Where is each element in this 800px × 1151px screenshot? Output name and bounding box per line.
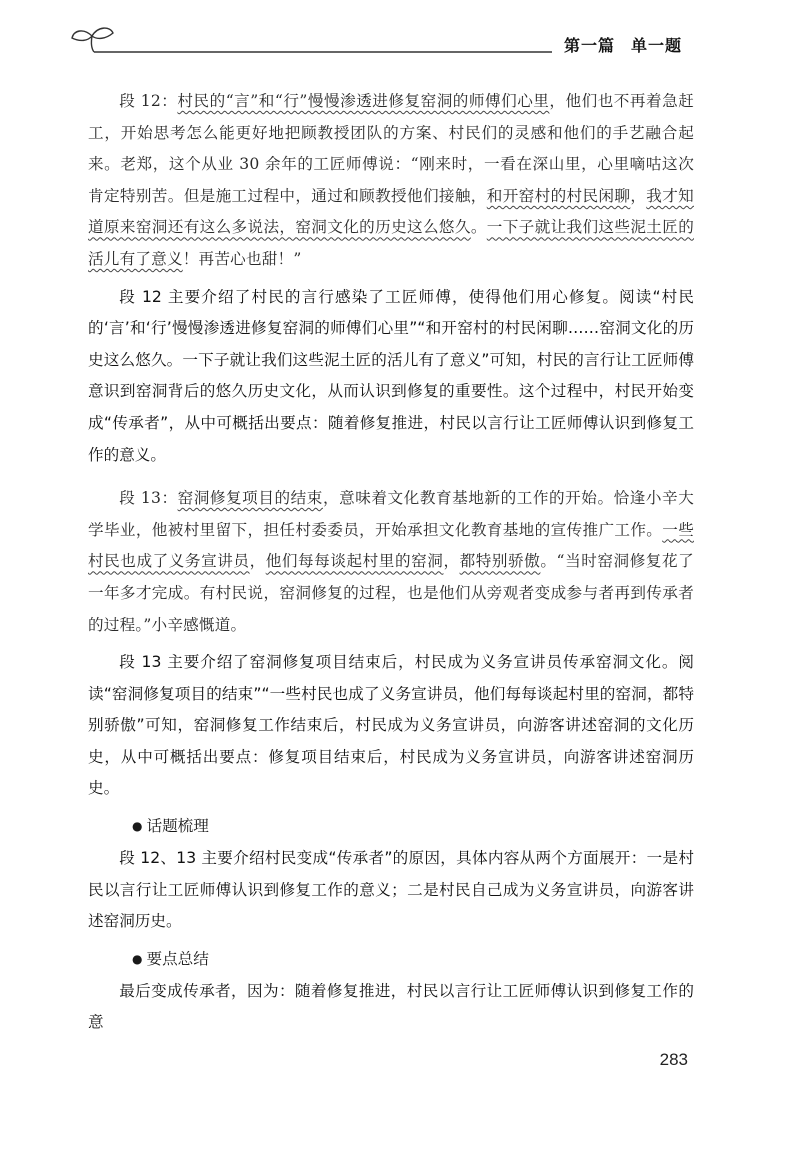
- chapter-title: [564, 33, 682, 56]
- quote-text: ，: [249, 552, 266, 571]
- heading-text: 话题梳理: [146, 817, 209, 836]
- page-header: [0, 0, 800, 70]
- topic-summary-paragraph: 段 12、13 主要介绍村民变成“传承者”的原因，具体内容从两个方面展开：一是村民以言行让工匠师傅认识到修复工作的意义；二是村民自己成为义务宣讲员，向游客讲述窑洞历史。: [88, 849, 694, 931]
- heading-text: 要点总结: [146, 949, 209, 968]
- analysis-paragraph-13: 段 13 主要介绍了窑洞修复项目结束后，村民成为义务宣讲员传承窑洞文化。阅读“窑洞修复项目的结束”“一些村民也成了义务宣讲员，他们每每谈起村里的窑洞，都特别骄傲”可知，窑洞修复工作结束后，村民成为义务宣讲员，向游客讲述窑洞的文化历史，从中可概括出要点：修复项目结束后，村民成为义务宣讲员，向游客讲述窑洞历史。: [88, 653, 694, 798]
- quote-text: 。“当时窑洞修复花了一年多才完成。有村民说，窑洞修复的过程，也是他们从旁观者变成参与者再到传承者的过程。”小辛感慨道。: [88, 552, 694, 634]
- section-heading-topic: [132, 811, 694, 841]
- section-heading-summary: [132, 944, 694, 974]
- underlined-phrase: 村民的“言”和“行”慢慢渗透进修复窑洞的师傅们心里: [177, 92, 550, 110]
- topic-label: 单一题: [630, 36, 682, 55]
- page-body: [88, 86, 694, 1039]
- underlined-phrase: 我才知道原来窑洞还有这么多说法，窑洞文化的历史这么悠久: [88, 186, 694, 237]
- bullet-dot-icon: ●: [132, 951, 143, 966]
- quote-text: ！再苦心也甜！”: [182, 249, 302, 268]
- page-number: 283: [659, 1050, 688, 1069]
- underlined-phrase: 他们每每谈起村里的窑洞: [265, 552, 444, 571]
- bullet-dot-icon: ●: [132, 819, 143, 834]
- quote-paragraph-12: [88, 86, 694, 276]
- quote-text: ，: [630, 186, 647, 205]
- analysis-paragraph-12: 段 12 主要介绍了村民的言行感染了工匠师傅，使得他们用心修复。阅读“村民的‘言’和‘行’慢慢渗透进修复窑洞的师傅们心里”“和开窑村的村民闲聊……窑洞文化的历史这么悠久。一下子就让我们这些泥土匠的活儿有了意义”可知，村民的言行让工匠师傅意识到窑洞背后的悠久历史文化，从而认识到修复的重要性。这个过程中，村民开始变成“传承者”，从中可概括出要点：随着修复推进，村民以言行让工匠师傅认识到修复工作的意义。: [88, 287, 694, 464]
- quote-text: ，他们也不再着急赶工，开始思考怎么能更好地把顾教授团队的方案、村民们的灵感和他们的手艺融合起来。老郑，这个从业 30 余年的工匠师傅说：“刚来时，一看在深山里，心里嘀咕这次肯定特别苦。但是施工过程中，通过和顾教授他们接触，: [88, 92, 694, 205]
- segment-label: 段 12：: [119, 92, 178, 110]
- segment-label: 段 13：: [119, 489, 178, 508]
- underlined-phrase: 和开窑村的村民闲聊: [486, 186, 631, 205]
- part-label: 第一篇: [563, 36, 615, 55]
- quote-text: ，: [443, 552, 460, 571]
- underlined-phrase: 一些村民也成了义务宣讲员: [88, 520, 694, 571]
- underlined-phrase: 一下子就让我们这些泥土匠的活儿有了意义: [88, 218, 694, 268]
- underlined-phrase: 都特别骄傲: [459, 552, 541, 571]
- quote-text: ，意味着文化教育基地新的工作的开始。恰逢小辛大学毕业，他被村里留下，担任村委委员，开始承担文化教育基地的宣传推广工作。: [88, 489, 694, 539]
- quote-text: 。: [470, 218, 487, 237]
- quote-paragraph-13: [88, 483, 694, 641]
- underlined-phrase: 窑洞修复项目的结束: [177, 489, 323, 508]
- conclusion-paragraph: 最后变成传承者，因为：随着修复推进，村民以言行让工匠师傅认识到修复工作的意: [88, 981, 694, 1032]
